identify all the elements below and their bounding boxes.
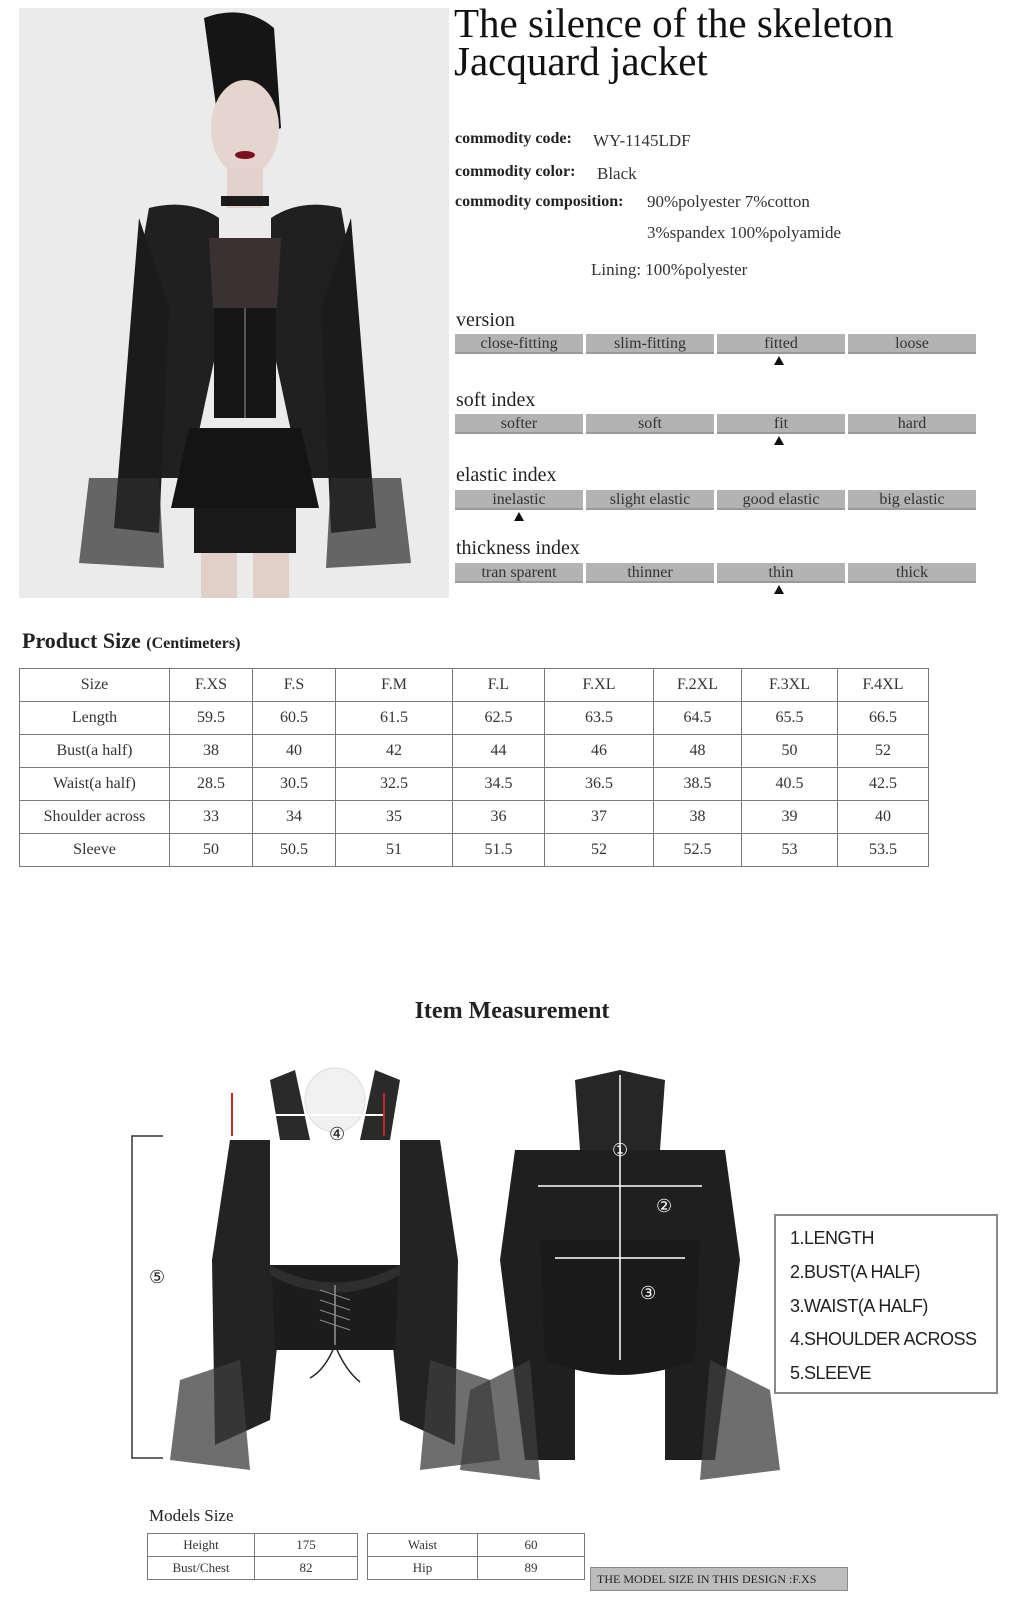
table-cell: 40.5	[742, 768, 838, 801]
table-cell: F.XS	[170, 669, 253, 702]
table-cell: 66.5	[838, 702, 929, 735]
table-cell: F.L	[453, 669, 545, 702]
elastic-index-option: slight elastic	[586, 490, 714, 510]
marker-5: ⑤	[149, 1267, 166, 1287]
table-cell: F.4XL	[838, 669, 929, 702]
table-cell: F.2XL	[654, 669, 742, 702]
table-cell: 61.5	[336, 702, 453, 735]
version-option: fitted	[717, 334, 845, 354]
code-value: WY-1145LDF	[593, 131, 691, 150]
thickness-index-option: tran sparent	[455, 563, 583, 583]
version-marker-icon	[774, 356, 784, 365]
soft-index-option: fit	[717, 414, 845, 434]
table-cell: 175	[255, 1534, 358, 1557]
elastic-index-option: big elastic	[848, 490, 976, 510]
table-row	[20, 801, 929, 834]
code-label: commodity code:	[455, 130, 572, 147]
version-option: close-fitting	[455, 334, 583, 354]
soft-index-marker-icon	[774, 436, 784, 445]
table-cell: 89	[478, 1557, 585, 1580]
table-cell: Hip	[368, 1557, 478, 1580]
table-cell: 60.5	[253, 702, 336, 735]
table-cell: Waist(a half)	[20, 768, 170, 801]
color-value: Black	[597, 164, 637, 183]
elastic-index-option: good elastic	[717, 490, 845, 510]
marker-3: ③	[640, 1283, 657, 1303]
table-cell: 65.5	[742, 702, 838, 735]
marker-1: ①	[612, 1140, 629, 1160]
product-title-line1: The silence of the skeleton	[454, 0, 894, 46]
table-cell: 46	[545, 735, 654, 768]
table-cell: Shoulder across	[20, 801, 170, 834]
thickness-index-marker-icon	[774, 585, 784, 594]
elastic-index-title: elastic index	[456, 464, 557, 486]
table-cell: 44	[453, 735, 545, 768]
thickness-index-option: thick	[848, 563, 976, 583]
product-size-unit: (Centimeters)	[146, 635, 241, 652]
table-cell: 63.5	[545, 702, 654, 735]
product-size-heading: Product Size	[22, 628, 141, 653]
version-option: loose	[848, 334, 976, 354]
table-cell: F.3XL	[742, 669, 838, 702]
table-cell: Sleeve	[20, 834, 170, 867]
legend-item: 1.LENGTH	[790, 1228, 875, 1248]
table-cell: 32.5	[336, 768, 453, 801]
lining-value: Lining: 100%polyester	[591, 260, 748, 279]
table-cell: Bust(a half)	[20, 735, 170, 768]
table-row	[20, 834, 929, 867]
table-cell: 60	[478, 1534, 585, 1557]
composition-line1: 90%polyester 7%cotton	[647, 192, 810, 211]
measurement-legend	[774, 1214, 998, 1394]
soft-index-title: soft index	[456, 389, 536, 411]
table-cell: 59.5	[170, 702, 253, 735]
table-cell: 52.5	[654, 834, 742, 867]
soft-index-option: softer	[455, 414, 583, 434]
version-option: slim-fitting	[586, 334, 714, 354]
table-cell: 50	[170, 834, 253, 867]
table-row	[20, 735, 929, 768]
table-cell: 52	[838, 735, 929, 768]
table-cell: 35	[336, 801, 453, 834]
table-cell: F.XL	[545, 669, 654, 702]
elastic-index-option: inelastic	[455, 490, 583, 510]
models-table-right	[367, 1533, 585, 1580]
product-title-line2: Jacquard jacket	[454, 38, 708, 84]
table-cell: 30.5	[253, 768, 336, 801]
soft-index-option: soft	[586, 414, 714, 434]
table-cell: 62.5	[453, 702, 545, 735]
table-cell: Size	[20, 669, 170, 702]
table-cell: 36.5	[545, 768, 654, 801]
table-cell: 53	[742, 834, 838, 867]
table-cell: 33	[170, 801, 253, 834]
table-cell: Bust/Chest	[148, 1557, 255, 1580]
table-cell: Height	[148, 1534, 255, 1557]
model-size-note: THE MODEL SIZE IN THIS DESIGN :F.XS	[590, 1567, 848, 1591]
table-row	[368, 1534, 585, 1557]
version-title: version	[456, 309, 515, 331]
thickness-index-title: thickness index	[456, 537, 580, 559]
thickness-index-option: thinner	[586, 563, 714, 583]
table-row	[20, 702, 929, 735]
product-size-table	[19, 668, 929, 867]
models-table-left	[147, 1533, 358, 1580]
table-cell: 50	[742, 735, 838, 768]
product-size-title	[22, 628, 240, 654]
table-cell: 42	[336, 735, 453, 768]
table-cell: 48	[654, 735, 742, 768]
table-row	[148, 1534, 358, 1557]
sleeve-bracket	[132, 1136, 166, 1458]
thickness-index-option: thin	[717, 563, 845, 583]
table-cell: 38	[170, 735, 253, 768]
models-size-title: Models Size	[149, 1506, 234, 1525]
color-label: commodity color:	[455, 163, 576, 180]
marker-2: ②	[656, 1196, 673, 1216]
table-cell: Length	[20, 702, 170, 735]
table-cell: 50.5	[253, 834, 336, 867]
table-cell: 52	[545, 834, 654, 867]
table-row	[20, 768, 929, 801]
table-cell: 38	[654, 801, 742, 834]
composition-line2: 3%spandex 100%polyamide	[647, 223, 842, 242]
legend-item: 4.SHOULDER ACROSS	[790, 1329, 977, 1349]
table-cell: 40	[838, 801, 929, 834]
table-cell: 28.5	[170, 768, 253, 801]
table-cell: 34	[253, 801, 336, 834]
table-cell: 39	[742, 801, 838, 834]
table-header-row	[20, 669, 929, 702]
table-cell: 34.5	[453, 768, 545, 801]
table-cell: 42.5	[838, 768, 929, 801]
table-cell: 51	[336, 834, 453, 867]
table-cell: Waist	[368, 1534, 478, 1557]
composition-label: commodity composition:	[455, 193, 624, 210]
table-cell: 37	[545, 801, 654, 834]
table-cell: F.M	[336, 669, 453, 702]
table-cell: 36	[453, 801, 545, 834]
legend-item: 2.BUST(A HALF)	[790, 1262, 921, 1282]
product-photo	[19, 8, 449, 598]
table-cell: 51.5	[453, 834, 545, 867]
legend-item: 5.SLEEVE	[790, 1363, 872, 1383]
legend-item: 3.WAIST(A HALF)	[790, 1296, 928, 1316]
table-cell: 82	[255, 1557, 358, 1580]
item-measurement-title: Item Measurement	[414, 998, 610, 1024]
table-row	[368, 1557, 585, 1580]
table-cell: 64.5	[654, 702, 742, 735]
soft-index-option: hard	[848, 414, 976, 434]
elastic-index-marker-icon	[514, 512, 524, 521]
table-cell: F.S	[253, 669, 336, 702]
table-cell: 40	[253, 735, 336, 768]
marker-4: ④	[329, 1124, 346, 1144]
table-cell: 38.5	[654, 768, 742, 801]
back-garment-view	[460, 1070, 780, 1480]
table-cell: 53.5	[838, 834, 929, 867]
product-title	[454, 0, 1014, 84]
table-row	[148, 1557, 358, 1580]
